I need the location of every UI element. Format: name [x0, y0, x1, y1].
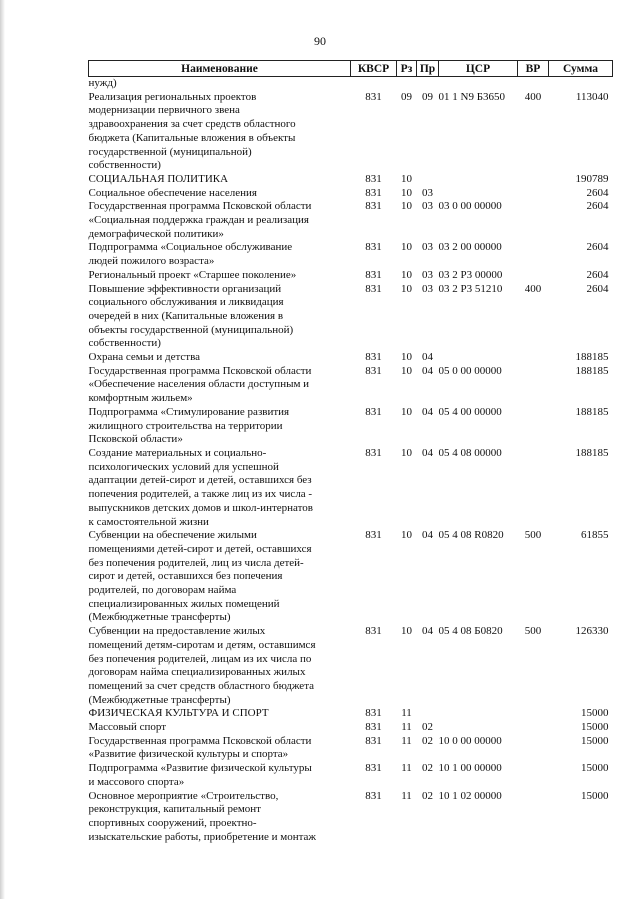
row-name	[89, 707, 351, 721]
row-name	[89, 200, 351, 241]
row-kvsr: 831	[365, 186, 382, 199]
row-pr: 03	[422, 241, 433, 254]
row-kvsr: 831	[365, 268, 382, 281]
row-kvsr: 831	[365, 762, 382, 775]
row-vr	[518, 447, 549, 529]
row-sum: 188185	[575, 446, 609, 459]
row-csr: 05 4 08 00000	[438, 446, 502, 459]
row-rz: 10	[401, 172, 412, 185]
row-name	[89, 187, 351, 201]
row-name	[89, 77, 351, 91]
row-vr	[518, 351, 549, 365]
table-row	[89, 173, 613, 187]
row-kvsr: 831	[365, 364, 382, 377]
row-kvsr: 831	[365, 405, 382, 418]
row-vr	[518, 269, 549, 283]
row-kvsr: 831	[365, 90, 382, 103]
row-name-line: без попечения родителей, лиц из числа детей-	[88, 556, 304, 569]
table-row	[89, 735, 613, 762]
budget-table	[88, 60, 613, 844]
row-name-line: Массовый спорт	[88, 721, 167, 734]
row-kvsr: 831	[365, 172, 382, 185]
row-vr	[518, 187, 549, 201]
row-name-line: к самостоятельной жизни	[88, 515, 209, 528]
header-vr: ВР	[518, 61, 549, 77]
row-pr: 03	[422, 268, 433, 281]
row-name-line: помещений детям-сиротам и детям, оставшимся	[88, 638, 316, 651]
row-name-line: помещениями детей-сирот и детей, оставшихся	[88, 542, 312, 555]
row-pr: 09	[422, 90, 433, 103]
row-name	[89, 447, 351, 529]
row-sum: 15000	[581, 707, 609, 720]
row-name-line: Создание материальных и социально-	[88, 446, 267, 459]
row-name-line: Социальное обеспечение населения	[88, 186, 257, 199]
row-name-line: «Развитие физической культуры и спорта»	[88, 748, 289, 761]
header-csr: ЦСР	[439, 61, 518, 77]
row-vr	[518, 762, 549, 789]
row-name-line: социального обслуживания и ликвидация	[88, 296, 284, 309]
row-name-line: адаптации детей-сирот и детей, оставшихся без	[88, 474, 312, 487]
row-pr: 04	[422, 446, 433, 459]
table-body	[89, 77, 613, 845]
row-name	[89, 91, 351, 173]
row-rz: 10	[401, 405, 412, 418]
row-csr: 10 1 00 00000	[438, 762, 502, 775]
row-vr	[518, 200, 549, 241]
table-row	[89, 529, 613, 625]
row-name-line: сирот и детей, оставшихся без попечения	[88, 570, 283, 583]
scan-edge-shadow	[0, 0, 5, 899]
row-kvsr: 831	[365, 721, 382, 734]
row-vr	[518, 721, 549, 735]
row-name-line: выпускников детских домов и школ-интернатов	[88, 501, 313, 514]
row-kvsr: 831	[365, 446, 382, 459]
row-name-line: людей пожилого возраста»	[88, 255, 215, 268]
table-row	[89, 406, 613, 447]
table-row	[89, 283, 613, 352]
row-name-line: Охрана семьи и детства	[88, 351, 201, 364]
row-name-line: «Обеспечение населения области доступным и	[88, 378, 310, 391]
row-rz: 10	[401, 446, 412, 459]
row-csr	[439, 173, 518, 187]
row-sum: 2604	[586, 282, 609, 295]
row-rz: 10	[401, 268, 412, 281]
row-name-line: родителей, по договорам найма	[88, 584, 237, 597]
row-rz: 11	[401, 721, 412, 734]
row-sum: 15000	[581, 734, 609, 747]
table-row	[89, 790, 613, 845]
table-header-row	[89, 61, 613, 77]
row-name-line: нужд)	[88, 77, 117, 89]
row-name-line: демографической политики»	[88, 227, 224, 240]
row-name-line: (Межбюджетные трансферты)	[88, 611, 231, 624]
row-csr: 03 2 P3 51210	[438, 282, 503, 295]
row-name-line: комфортным жильем»	[88, 392, 193, 405]
row-pr: 02	[422, 734, 433, 747]
row-rz: 10	[401, 186, 412, 199]
row-sum: 188185	[575, 351, 609, 364]
row-name-line: Повышение эффективности организаций	[88, 282, 282, 295]
row-csr	[439, 707, 518, 721]
row-name-line: собственности)	[88, 159, 161, 172]
row-name	[89, 241, 351, 268]
row-pr: 04	[422, 405, 433, 418]
row-name-line: и массового спорта»	[88, 775, 185, 788]
row-rz: 10	[401, 351, 412, 364]
row-kvsr: 831	[365, 625, 382, 638]
table-row	[89, 762, 613, 789]
row-sum: 190789	[575, 172, 609, 185]
row-csr	[439, 77, 518, 91]
row-name-line: объекты государственной (муниципальной)	[88, 323, 294, 336]
row-name-line: изыскательские работы, приобретение и монтаж	[88, 830, 317, 843]
row-name-line: попечения родителей, а также лиц из их числа -	[88, 488, 313, 501]
row-name-line: очередей в них (Капитальные вложения в	[88, 309, 284, 322]
row-pr: 02	[422, 762, 433, 775]
row-csr	[439, 351, 518, 365]
row-sum: 188185	[575, 364, 609, 377]
row-rz: 11	[401, 734, 412, 747]
row-csr: 05 4 08 Б0820	[438, 625, 503, 638]
row-rz	[397, 77, 417, 91]
row-csr: 03 0 00 00000	[438, 200, 502, 213]
row-name-line: спортивных сооружений, проектно-	[88, 816, 257, 829]
row-csr: 05 4 08 R0820	[438, 529, 504, 542]
row-csr	[439, 721, 518, 735]
row-name-line: модернизации первичного звена	[88, 104, 240, 117]
row-name-line: психологических условий для успешной	[88, 460, 279, 473]
row-name	[89, 790, 351, 845]
row-name-line: Государственная программа Псковской области	[88, 200, 312, 213]
row-name-line: без попечения родителей, лицам из их числа по	[88, 652, 312, 665]
row-name-line: Подпрограмма «Социальное обслуживание	[88, 241, 293, 254]
row-name	[89, 625, 351, 707]
row-rz: 10	[401, 529, 412, 542]
row-sum: 2604	[586, 241, 609, 254]
row-name-line: реконструкция, капитальный ремонт	[88, 803, 261, 816]
row-sum: 15000	[581, 789, 609, 802]
row-pr	[417, 173, 439, 187]
row-name-line: Подпрограмма «Стимулирование развития	[88, 405, 290, 418]
row-name	[89, 721, 351, 735]
row-pr	[417, 707, 439, 721]
row-kvsr	[351, 77, 397, 91]
table-row	[89, 707, 613, 721]
row-name-line: договорам найма специализированных жилых	[88, 666, 306, 679]
page-number: 90	[314, 34, 326, 48]
row-name	[89, 283, 351, 352]
row-sum: 2604	[586, 186, 609, 199]
row-rz: 09	[401, 90, 412, 103]
row-name-line: бюджета (Капитальные вложения в объекты	[88, 131, 296, 144]
header-kvsr: КВСР	[351, 61, 397, 77]
row-pr: 03	[422, 282, 433, 295]
row-sum	[549, 77, 613, 91]
row-rz: 11	[401, 789, 412, 802]
row-sum: 126330	[575, 625, 609, 638]
row-name-line: Государственная программа Псковской области	[88, 364, 312, 377]
table-row	[89, 187, 613, 201]
row-csr: 03 2 P3 00000	[438, 268, 503, 281]
row-rz: 10	[401, 282, 412, 295]
row-csr: 01 1 N9 Б3650	[438, 90, 506, 103]
row-name-line: Государственная программа Псковской области	[88, 734, 312, 747]
table-row	[89, 721, 613, 735]
row-name	[89, 351, 351, 365]
row-kvsr: 831	[365, 241, 382, 254]
row-name-line: Реализация региональных проектов	[88, 90, 257, 103]
row-sum: 188185	[575, 405, 609, 418]
row-name-line: специализированных жилых помещений	[88, 597, 280, 610]
row-name	[89, 735, 351, 762]
row-name-line: Подпрограмма «Развитие физической культуры	[88, 762, 312, 775]
header-pr: Пр	[417, 61, 439, 77]
row-name-line: Субвенции на предоставление жилых	[88, 625, 266, 638]
row-sum: 15000	[581, 762, 609, 775]
row-vr	[518, 365, 549, 406]
header-name: Наименование	[89, 61, 351, 77]
row-kvsr: 831	[365, 707, 382, 720]
row-rz: 10	[401, 364, 412, 377]
row-name	[89, 529, 351, 625]
row-vr	[518, 735, 549, 762]
row-kvsr: 831	[365, 789, 382, 802]
row-name-line: собственности)	[88, 337, 161, 350]
row-name	[89, 269, 351, 283]
table-row	[89, 241, 613, 268]
row-name-line: помещений за счет средств областного бюджета	[88, 679, 315, 692]
row-kvsr: 831	[365, 282, 382, 295]
row-name-line: здравоохранения за счет средств областного	[88, 118, 296, 131]
row-csr: 05 0 00 00000	[438, 364, 502, 377]
row-pr: 02	[422, 789, 433, 802]
row-sum: 2604	[586, 268, 609, 281]
row-csr: 03 2 00 00000	[438, 241, 502, 254]
row-kvsr: 831	[365, 351, 382, 364]
row-rz: 11	[401, 762, 412, 775]
row-vr	[518, 77, 549, 91]
row-vr: 400	[524, 90, 542, 103]
row-name-line: Региональный проект «Старшее поколение»	[88, 268, 297, 281]
row-pr: 03	[422, 200, 433, 213]
row-kvsr: 831	[365, 734, 382, 747]
row-pr: 02	[422, 721, 433, 734]
row-rz: 11	[401, 707, 412, 720]
row-sum: 113040	[575, 90, 609, 103]
row-name-line: (Межбюджетные трансферты)	[88, 693, 231, 706]
row-name-line: жилищного строительства на территории	[88, 419, 283, 432]
row-name	[89, 762, 351, 789]
row-vr: 500	[524, 529, 542, 542]
row-name-line: Субвенции на обеспечение жилыми	[88, 529, 257, 542]
row-name	[89, 173, 351, 187]
row-kvsr: 831	[365, 200, 382, 213]
table-row	[89, 447, 613, 529]
table-row	[89, 351, 613, 365]
row-name-line: «Социальная поддержка граждан и реализация	[88, 214, 309, 227]
row-name-line: ФИЗИЧЕСКАЯ КУЛЬТУРА И СПОРТ	[88, 707, 269, 720]
row-pr: 04	[422, 364, 433, 377]
row-vr	[518, 790, 549, 845]
row-vr	[518, 173, 549, 187]
row-name-line: СОЦИАЛЬНАЯ ПОЛИТИКА	[88, 172, 229, 185]
row-csr: 05 4 00 00000	[438, 405, 502, 418]
header-sum: Сумма	[549, 61, 613, 77]
row-pr: 04	[422, 529, 433, 542]
table-row	[89, 200, 613, 241]
row-csr: 10 1 02 00000	[438, 789, 502, 802]
row-rz: 10	[401, 200, 412, 213]
row-pr: 04	[422, 351, 433, 364]
table-row	[89, 365, 613, 406]
row-vr	[518, 707, 549, 721]
row-csr: 10 0 00 00000	[438, 734, 502, 747]
row-name-line: государственной (муниципальной)	[88, 145, 252, 158]
header-rz: Рз	[397, 61, 417, 77]
row-vr: 500	[524, 625, 542, 638]
row-name-line: Основное мероприятие «Строительство,	[88, 789, 279, 802]
row-vr	[518, 241, 549, 268]
row-pr: 04	[422, 625, 433, 638]
row-rz: 10	[401, 241, 412, 254]
row-rz: 10	[401, 625, 412, 638]
row-name	[89, 406, 351, 447]
row-name	[89, 365, 351, 406]
row-pr	[417, 77, 439, 91]
row-vr: 400	[524, 282, 542, 295]
row-sum: 15000	[581, 721, 609, 734]
row-csr	[439, 187, 518, 201]
row-kvsr: 831	[365, 529, 382, 542]
row-vr	[518, 406, 549, 447]
table-row	[89, 625, 613, 707]
table-row	[89, 269, 613, 283]
row-pr: 03	[422, 186, 433, 199]
row-sum: 61855	[581, 529, 609, 542]
row-name-line: Псковской области»	[88, 433, 183, 446]
row-sum: 2604	[586, 200, 609, 213]
table-row	[89, 91, 613, 173]
table-row	[89, 77, 613, 91]
